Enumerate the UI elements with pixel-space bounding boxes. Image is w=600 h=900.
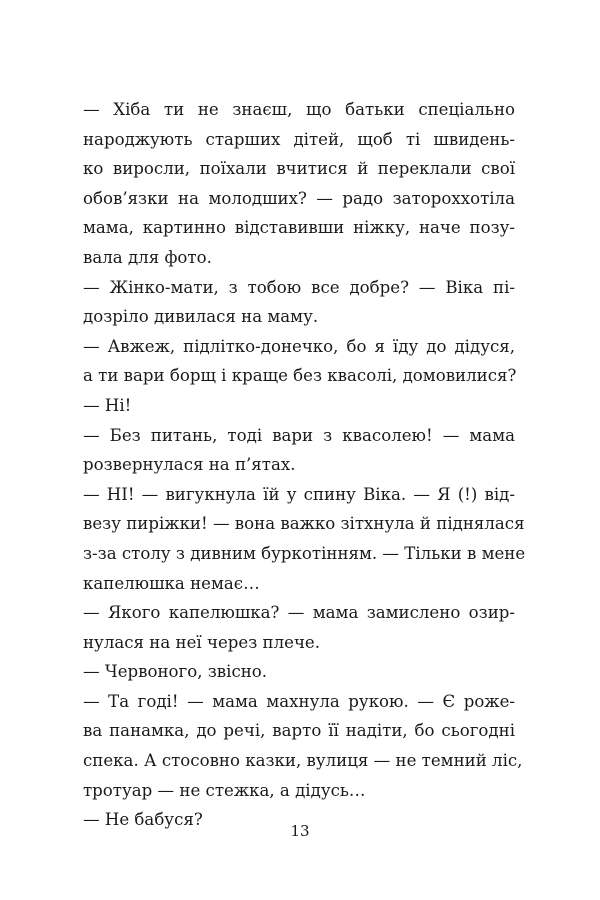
text-line: капелюшка немає… — [83, 573, 260, 593]
text-line: а ти вари борщ і краще без квасолі, домовилися? — [83, 366, 517, 386]
text-line: везу пиріжки! — вона важко зітхнула й піднялася — [83, 514, 525, 534]
paragraph-6 — [83, 480, 526, 598]
text-line: — НІ! — вигукнула їй у спину Віка. — Я (!) від- — [83, 484, 515, 504]
text-line: — Без питань, тоді вари з квасолею! — мама — [83, 425, 515, 445]
text-line: обов’язки на молодших? — радо затороххотіла — [83, 188, 515, 208]
text-line: — Жінко-мати, з тобою все добре? — Віка пі- — [83, 277, 515, 297]
text-line: — Авжеж, підлітко-донечко, бо я їду до дідуся, — [83, 336, 515, 356]
paragraph-3 — [83, 332, 515, 391]
text-line: — Червоного, звісно. — [83, 662, 268, 682]
text-line: — Ні! — [83, 395, 132, 415]
text-line: вала для фото. — [83, 247, 212, 267]
text-line: з-за столу з дивним буркотінням. — Тільки в мене — [83, 543, 526, 563]
paragraph-1 — [83, 95, 515, 273]
text-line: тротуар — не стежка, а дідусь… — [83, 780, 366, 800]
text-line: нулася на неї через плече. — [83, 632, 321, 652]
text-line: народжують старших дітей, щоб ті швидень- — [83, 129, 515, 149]
book-page-text — [83, 95, 526, 835]
paragraph-2 — [83, 273, 515, 332]
text-line: спека. А стосовно казки, вулиця — не темний ліс, — [83, 751, 523, 771]
paragraph-5 — [83, 421, 515, 480]
paragraph-7 — [83, 598, 515, 657]
page-number: 13 — [290, 822, 310, 840]
text-line: дозріло дивилася на маму. — [83, 307, 319, 327]
paragraph-9 — [83, 687, 523, 805]
paragraph-4 — [83, 391, 515, 421]
text-line: мама, картинно відставивши ніжку, наче позу- — [83, 218, 515, 238]
text-line: — Та годі! — мама махнула рукою. — Є роже- — [83, 691, 515, 711]
paragraph-8 — [83, 657, 515, 687]
text-line: — Хіба ти не знаєш, що батьки спеціально — [83, 100, 515, 119]
text-line: ва панамка, до речі, варто її надіти, бо сьогодні — [83, 721, 515, 741]
text-line: — Якого капелюшка? — мама замислено озир- — [83, 603, 515, 623]
text-line: ко виросли, поїхали вчитися й переклали свої — [83, 159, 515, 179]
text-line: розвернулася на п’ятах. — [83, 455, 296, 475]
text-line: — Не бабуся? — [83, 810, 203, 830]
